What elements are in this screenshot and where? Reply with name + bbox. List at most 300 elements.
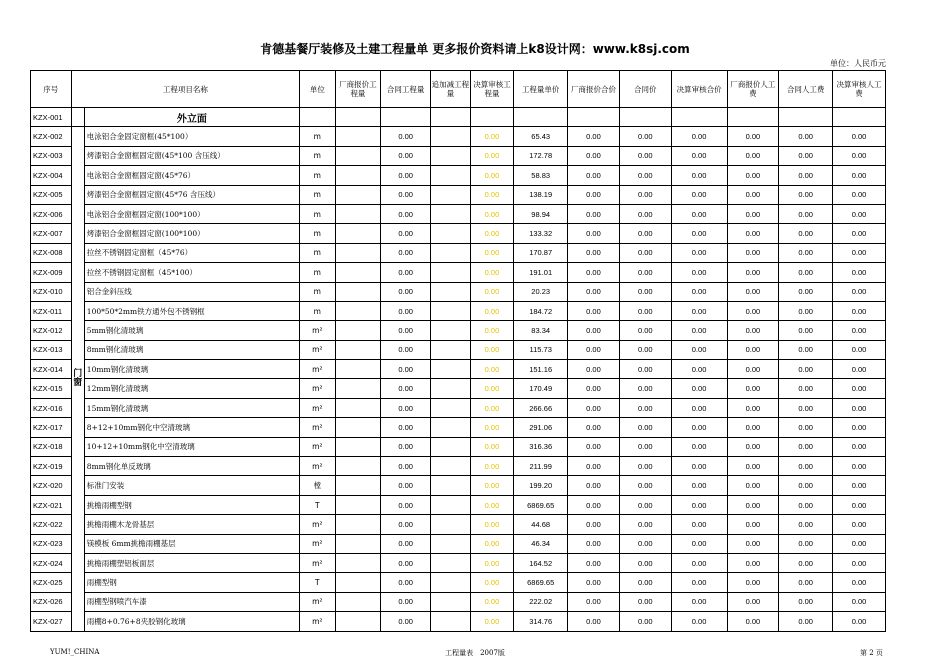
row-contract-labor: 0.00: [779, 592, 833, 611]
row-vendor-total: 0.00: [568, 573, 620, 592]
row-add-sub-qty: [431, 573, 471, 592]
row-item-name: 雨棚型钢: [84, 573, 299, 592]
row-final-labor: 0.00: [833, 418, 886, 437]
header-add-sub-qty: 追加减工程量: [431, 71, 471, 108]
row-contract-qty: 0.00: [381, 476, 431, 495]
row-vendor-labor: 0.00: [727, 185, 779, 204]
row-final-qty: 0.00: [470, 166, 514, 185]
row-vendor-labor: 0.00: [727, 515, 779, 534]
row-final-total: 0.00: [671, 437, 727, 456]
row-vendor-qty: [335, 166, 381, 185]
row-code: KZX-014: [31, 360, 72, 379]
table-row: [31, 166, 886, 185]
row-contract-labor: 0.00: [779, 612, 833, 631]
row-code: KZX-013: [31, 340, 72, 359]
row-code: KZX-020: [31, 476, 72, 495]
row-code: KZX-002: [31, 127, 72, 146]
row-final-total: 0.00: [671, 263, 727, 282]
row-vendor-qty: [335, 321, 381, 340]
row-final-labor: 0.00: [833, 437, 886, 456]
table-row: [31, 263, 886, 282]
row-add-sub-qty: [431, 146, 471, 165]
row-contract-total: 0.00: [619, 573, 671, 592]
row-add-sub-qty: [431, 224, 471, 243]
row-vendor-total: 0.00: [568, 146, 620, 165]
row-contract-qty: 0.00: [381, 263, 431, 282]
row-vendor-total: 0.00: [568, 204, 620, 223]
row-final-labor: 0.00: [833, 398, 886, 417]
row-unit-price: 164.52: [514, 553, 568, 572]
table-row: [31, 437, 886, 456]
row-final-qty: 0.00: [470, 321, 514, 340]
row-contract-qty: 0.00: [381, 612, 431, 631]
row-unit-price: 199.20: [514, 476, 568, 495]
row-unit: T: [300, 573, 336, 592]
row-contract-qty: 0.00: [381, 379, 431, 398]
row-final-total: 0.00: [671, 612, 727, 631]
row-vendor-labor: 0.00: [727, 321, 779, 340]
row-final-labor: 0.00: [833, 263, 886, 282]
row-add-sub-qty: [431, 282, 471, 301]
row-final-qty: 0.00: [470, 592, 514, 611]
row-code: KZX-009: [31, 263, 72, 282]
row-unit-price: 266.66: [514, 398, 568, 417]
row-unit: m²: [300, 612, 336, 631]
row-contract-total: 0.00: [619, 204, 671, 223]
row-unit: m²: [300, 437, 336, 456]
table-row: [31, 495, 886, 514]
header-contract-labor: 合同人工费: [779, 71, 833, 108]
row-contract-qty: 0.00: [381, 321, 431, 340]
row-contract-total: 0.00: [619, 534, 671, 553]
table-row: [31, 573, 886, 592]
section-label: 外立面: [84, 108, 299, 127]
row-add-sub-qty: [431, 553, 471, 572]
table-row: [31, 515, 886, 534]
row-contract-labor: 0.00: [779, 204, 833, 223]
row-final-qty: 0.00: [470, 495, 514, 514]
row-final-qty: 0.00: [470, 146, 514, 165]
row-unit-price: 44.68: [514, 515, 568, 534]
table-row: [31, 418, 886, 437]
row-item-name: 12mm钢化清玻璃: [84, 379, 299, 398]
row-code: KZX-010: [31, 282, 72, 301]
row-item-name: 电泳铝合金窗框固定窗(100*100）: [84, 204, 299, 223]
section-row: [31, 108, 886, 127]
row-contract-qty: 0.00: [381, 495, 431, 514]
row-contract-qty: 0.00: [381, 360, 431, 379]
row-unit: m: [300, 282, 336, 301]
row-final-labor: 0.00: [833, 573, 886, 592]
row-final-labor: 0.00: [833, 457, 886, 476]
row-final-total: 0.00: [671, 398, 727, 417]
row-vendor-total: 0.00: [568, 534, 620, 553]
row-item-name: 铝合金斜压线: [84, 282, 299, 301]
row-add-sub-qty: [431, 612, 471, 631]
row-unit: m²: [300, 457, 336, 476]
row-unit: T: [300, 495, 336, 514]
row-final-total: 0.00: [671, 534, 727, 553]
header-contract-total: 合同价: [619, 71, 671, 108]
row-item-name: 15mm钢化清玻璃: [84, 398, 299, 417]
row-unit: m²: [300, 398, 336, 417]
row-contract-total: 0.00: [619, 263, 671, 282]
row-vendor-total: 0.00: [568, 418, 620, 437]
row-vendor-qty: [335, 476, 381, 495]
row-final-labor: 0.00: [833, 553, 886, 572]
table-row: [31, 398, 886, 417]
row-add-sub-qty: [431, 398, 471, 417]
row-vendor-total: 0.00: [568, 243, 620, 262]
row-contract-total: 0.00: [619, 379, 671, 398]
row-final-qty: 0.00: [470, 553, 514, 572]
row-contract-labor: 0.00: [779, 166, 833, 185]
row-final-labor: 0.00: [833, 224, 886, 243]
row-final-qty: 0.00: [470, 612, 514, 631]
row-vendor-total: 0.00: [568, 360, 620, 379]
row-contract-labor: 0.00: [779, 243, 833, 262]
footer-page-number: 第 2 页: [860, 649, 883, 657]
row-unit-price: 46.34: [514, 534, 568, 553]
row-unit: m: [300, 185, 336, 204]
row-add-sub-qty: [431, 534, 471, 553]
row-final-labor: 0.00: [833, 146, 886, 165]
row-final-qty: 0.00: [470, 224, 514, 243]
row-contract-labor: 0.00: [779, 224, 833, 243]
header-item: 工程项目名称: [71, 71, 299, 108]
row-vendor-total: 0.00: [568, 553, 620, 572]
row-final-labor: 0.00: [833, 360, 886, 379]
row-vendor-qty: [335, 515, 381, 534]
row-unit-price: 184.72: [514, 301, 568, 320]
row-unit: m: [300, 127, 336, 146]
row-item-name: 8mm钢化清玻璃: [84, 340, 299, 359]
row-vendor-qty: [335, 379, 381, 398]
row-unit: m: [300, 301, 336, 320]
row-item-name: 雨棚8+0.76+8夹胶钢化玻璃: [84, 612, 299, 631]
row-final-total: 0.00: [671, 495, 727, 514]
row-unit-price: 6869.65: [514, 495, 568, 514]
row-final-qty: 0.00: [470, 301, 514, 320]
row-unit: m²: [300, 553, 336, 572]
row-final-total: 0.00: [671, 185, 727, 204]
row-vendor-labor: 0.00: [727, 340, 779, 359]
table-row: [31, 553, 886, 572]
row-vendor-labor: 0.00: [727, 282, 779, 301]
row-final-qty: 0.00: [470, 360, 514, 379]
row-add-sub-qty: [431, 418, 471, 437]
row-vendor-labor: 0.00: [727, 437, 779, 456]
row-contract-total: 0.00: [619, 166, 671, 185]
header-contract-qty: 合同工程量: [381, 71, 431, 108]
row-contract-total: 0.00: [619, 282, 671, 301]
row-code: KZX-017: [31, 418, 72, 437]
header-row: [31, 71, 886, 108]
row-unit-price: 20.23: [514, 282, 568, 301]
row-unit: m²: [300, 515, 336, 534]
row-item-name: 电泳铝合金固定窗框(45*100）: [84, 127, 299, 146]
row-unit: m²: [300, 534, 336, 553]
row-unit-price: 222.02: [514, 592, 568, 611]
row-contract-total: 0.00: [619, 321, 671, 340]
row-contract-labor: 0.00: [779, 418, 833, 437]
row-final-total: 0.00: [671, 360, 727, 379]
row-item-name: 5mm钢化清玻璃: [84, 321, 299, 340]
row-unit-price: 65.43: [514, 127, 568, 146]
row-final-qty: 0.00: [470, 457, 514, 476]
row-contract-qty: 0.00: [381, 166, 431, 185]
row-add-sub-qty: [431, 127, 471, 146]
row-vendor-total: 0.00: [568, 340, 620, 359]
row-final-qty: 0.00: [470, 476, 514, 495]
row-item-name: 8+12+10mm钢化中空清玻璃: [84, 418, 299, 437]
row-unit: m: [300, 243, 336, 262]
row-contract-total: 0.00: [619, 437, 671, 456]
row-item-name: 标准门安装: [84, 476, 299, 495]
category-label: 门窗: [71, 127, 84, 631]
row-contract-labor: 0.00: [779, 185, 833, 204]
row-unit: m: [300, 204, 336, 223]
row-vendor-labor: 0.00: [727, 166, 779, 185]
row-final-total: 0.00: [671, 592, 727, 611]
row-code: KZX-018: [31, 437, 72, 456]
row-vendor-qty: [335, 573, 381, 592]
row-unit: m: [300, 224, 336, 243]
row-contract-labor: 0.00: [779, 263, 833, 282]
row-vendor-labor: 0.00: [727, 360, 779, 379]
row-final-labor: 0.00: [833, 282, 886, 301]
row-vendor-total: 0.00: [568, 301, 620, 320]
row-code: KZX-026: [31, 592, 72, 611]
row-contract-qty: 0.00: [381, 185, 431, 204]
row-vendor-qty: [335, 398, 381, 417]
row-vendor-labor: 0.00: [727, 263, 779, 282]
row-final-total: 0.00: [671, 340, 727, 359]
row-final-qty: 0.00: [470, 127, 514, 146]
row-vendor-total: 0.00: [568, 379, 620, 398]
row-final-labor: 0.00: [833, 592, 886, 611]
row-contract-total: 0.00: [619, 224, 671, 243]
row-unit-price: 98.94: [514, 204, 568, 223]
row-contract-labor: 0.00: [779, 379, 833, 398]
row-code: KZX-021: [31, 495, 72, 514]
row-add-sub-qty: [431, 321, 471, 340]
row-unit-price: 151.16: [514, 360, 568, 379]
row-contract-labor: 0.00: [779, 340, 833, 359]
row-vendor-total: 0.00: [568, 457, 620, 476]
row-vendor-labor: 0.00: [727, 553, 779, 572]
row-contract-labor: 0.00: [779, 321, 833, 340]
row-contract-total: 0.00: [619, 515, 671, 534]
row-add-sub-qty: [431, 243, 471, 262]
row-vendor-labor: 0.00: [727, 573, 779, 592]
row-vendor-labor: 0.00: [727, 224, 779, 243]
table-row: [31, 301, 886, 320]
row-vendor-qty: [335, 495, 381, 514]
row-contract-total: 0.00: [619, 553, 671, 572]
row-final-total: 0.00: [671, 243, 727, 262]
header-vendor-total: 厂商报价合价: [568, 71, 620, 108]
row-final-qty: 0.00: [470, 263, 514, 282]
row-unit: m²: [300, 321, 336, 340]
row-contract-total: 0.00: [619, 340, 671, 359]
row-item-name: 镁模板 6mm挑檐雨棚基层: [84, 534, 299, 553]
row-unit: m: [300, 263, 336, 282]
table-row: [31, 204, 886, 223]
row-contract-labor: 0.00: [779, 476, 833, 495]
table-row: [31, 185, 886, 204]
row-final-total: 0.00: [671, 282, 727, 301]
row-code: KZX-005: [31, 185, 72, 204]
row-final-qty: 0.00: [470, 398, 514, 417]
row-item-name: 10mm钢化清玻璃: [84, 360, 299, 379]
row-vendor-labor: 0.00: [727, 495, 779, 514]
row-vendor-qty: [335, 553, 381, 572]
row-final-qty: 0.00: [470, 437, 514, 456]
row-contract-labor: 0.00: [779, 515, 833, 534]
row-vendor-total: 0.00: [568, 592, 620, 611]
row-contract-qty: 0.00: [381, 534, 431, 553]
row-contract-labor: 0.00: [779, 301, 833, 320]
row-final-qty: 0.00: [470, 282, 514, 301]
row-unit: m²: [300, 418, 336, 437]
row-final-labor: 0.00: [833, 185, 886, 204]
row-contract-qty: 0.00: [381, 592, 431, 611]
row-contract-qty: 0.00: [381, 243, 431, 262]
row-final-labor: 0.00: [833, 243, 886, 262]
row-add-sub-qty: [431, 204, 471, 223]
row-code: KZX-011: [31, 301, 72, 320]
row-contract-total: 0.00: [619, 495, 671, 514]
row-item-name: 烤漆铝合金窗框固定窗(45*100 含压线）: [84, 146, 299, 165]
header-final-total: 决算审核合价: [671, 71, 727, 108]
currency-unit-note: 单位：人民币元: [830, 59, 886, 68]
row-vendor-total: 0.00: [568, 263, 620, 282]
table-row: [31, 457, 886, 476]
row-vendor-qty: [335, 185, 381, 204]
row-unit: m: [300, 146, 336, 165]
row-final-total: 0.00: [671, 573, 727, 592]
row-contract-total: 0.00: [619, 457, 671, 476]
row-final-labor: 0.00: [833, 301, 886, 320]
row-vendor-labor: 0.00: [727, 204, 779, 223]
row-contract-labor: 0.00: [779, 146, 833, 165]
row-add-sub-qty: [431, 495, 471, 514]
row-contract-qty: 0.00: [381, 127, 431, 146]
row-contract-labor: 0.00: [779, 360, 833, 379]
row-unit-price: 316.36: [514, 437, 568, 456]
row-add-sub-qty: [431, 437, 471, 456]
row-vendor-labor: 0.00: [727, 592, 779, 611]
row-final-total: 0.00: [671, 204, 727, 223]
row-vendor-qty: [335, 340, 381, 359]
row-unit-price: 133.32: [514, 224, 568, 243]
row-vendor-labor: 0.00: [727, 534, 779, 553]
row-vendor-qty: [335, 127, 381, 146]
row-item-name: 雨棚型钢喷汽车漆: [84, 592, 299, 611]
row-contract-labor: 0.00: [779, 553, 833, 572]
row-add-sub-qty: [431, 340, 471, 359]
row-final-labor: 0.00: [833, 534, 886, 553]
row-code: KZX-003: [31, 146, 72, 165]
row-contract-total: 0.00: [619, 146, 671, 165]
header-vendor-qty: 厂商报价工程量: [335, 71, 381, 108]
document-title: 肯德基餐厅装修及土建工程量单 更多报价资料请上k8设计网：www.k8sj.com: [260, 42, 690, 56]
row-unit-price: 83.34: [514, 321, 568, 340]
row-final-total: 0.00: [671, 553, 727, 572]
row-contract-qty: 0.00: [381, 515, 431, 534]
row-contract-labor: 0.00: [779, 457, 833, 476]
row-final-total: 0.00: [671, 321, 727, 340]
table-row: [31, 476, 886, 495]
row-contract-qty: 0.00: [381, 437, 431, 456]
table-row: [31, 340, 886, 359]
row-final-total: 0.00: [671, 166, 727, 185]
row-final-labor: 0.00: [833, 166, 886, 185]
row-final-total: 0.00: [671, 146, 727, 165]
row-code: KZX-027: [31, 612, 72, 631]
row-final-qty: 0.00: [470, 243, 514, 262]
row-contract-total: 0.00: [619, 592, 671, 611]
row-final-total: 0.00: [671, 457, 727, 476]
row-unit-price: 211.99: [514, 457, 568, 476]
row-add-sub-qty: [431, 301, 471, 320]
row-vendor-qty: [335, 360, 381, 379]
row-unit-price: 172.78: [514, 146, 568, 165]
row-add-sub-qty: [431, 185, 471, 204]
row-item-name: 挑檐雨棚木龙骨基层: [84, 515, 299, 534]
row-contract-labor: 0.00: [779, 127, 833, 146]
row-vendor-total: 0.00: [568, 127, 620, 146]
row-item-name: 烤漆铝合金窗框固定窗(100*100）: [84, 224, 299, 243]
row-add-sub-qty: [431, 166, 471, 185]
row-unit-price: 58.83: [514, 166, 568, 185]
row-contract-total: 0.00: [619, 476, 671, 495]
row-contract-qty: 0.00: [381, 553, 431, 572]
row-contract-labor: 0.00: [779, 437, 833, 456]
table-row: [31, 282, 886, 301]
row-unit: m²: [300, 592, 336, 611]
row-vendor-qty: [335, 243, 381, 262]
row-vendor-qty: [335, 534, 381, 553]
row-code: KZX-016: [31, 398, 72, 417]
row-item-name: 8mm钢化单反玻璃: [84, 457, 299, 476]
row-vendor-labor: 0.00: [727, 379, 779, 398]
row-code: KZX-012: [31, 321, 72, 340]
row-add-sub-qty: [431, 263, 471, 282]
row-vendor-labor: 0.00: [727, 398, 779, 417]
row-unit-price: 191.01: [514, 263, 568, 282]
row-item-name: 挑檐雨棚塑铝板面层: [84, 553, 299, 572]
row-vendor-qty: [335, 146, 381, 165]
row-add-sub-qty: [431, 515, 471, 534]
row-code: KZX-025: [31, 573, 72, 592]
row-contract-labor: 0.00: [779, 573, 833, 592]
row-final-qty: 0.00: [470, 204, 514, 223]
row-code: KZX-023: [31, 534, 72, 553]
row-final-labor: 0.00: [833, 515, 886, 534]
row-vendor-total: 0.00: [568, 476, 620, 495]
row-add-sub-qty: [431, 360, 471, 379]
row-contract-qty: 0.00: [381, 146, 431, 165]
row-item-name: 挑檐雨棚型钢: [84, 495, 299, 514]
header-vendor-labor: 厂商报价人工费: [727, 71, 779, 108]
row-final-labor: 0.00: [833, 321, 886, 340]
category-cell-top: [71, 108, 84, 127]
row-vendor-total: 0.00: [568, 437, 620, 456]
row-final-qty: 0.00: [470, 515, 514, 534]
row-unit-price: 291.06: [514, 418, 568, 437]
